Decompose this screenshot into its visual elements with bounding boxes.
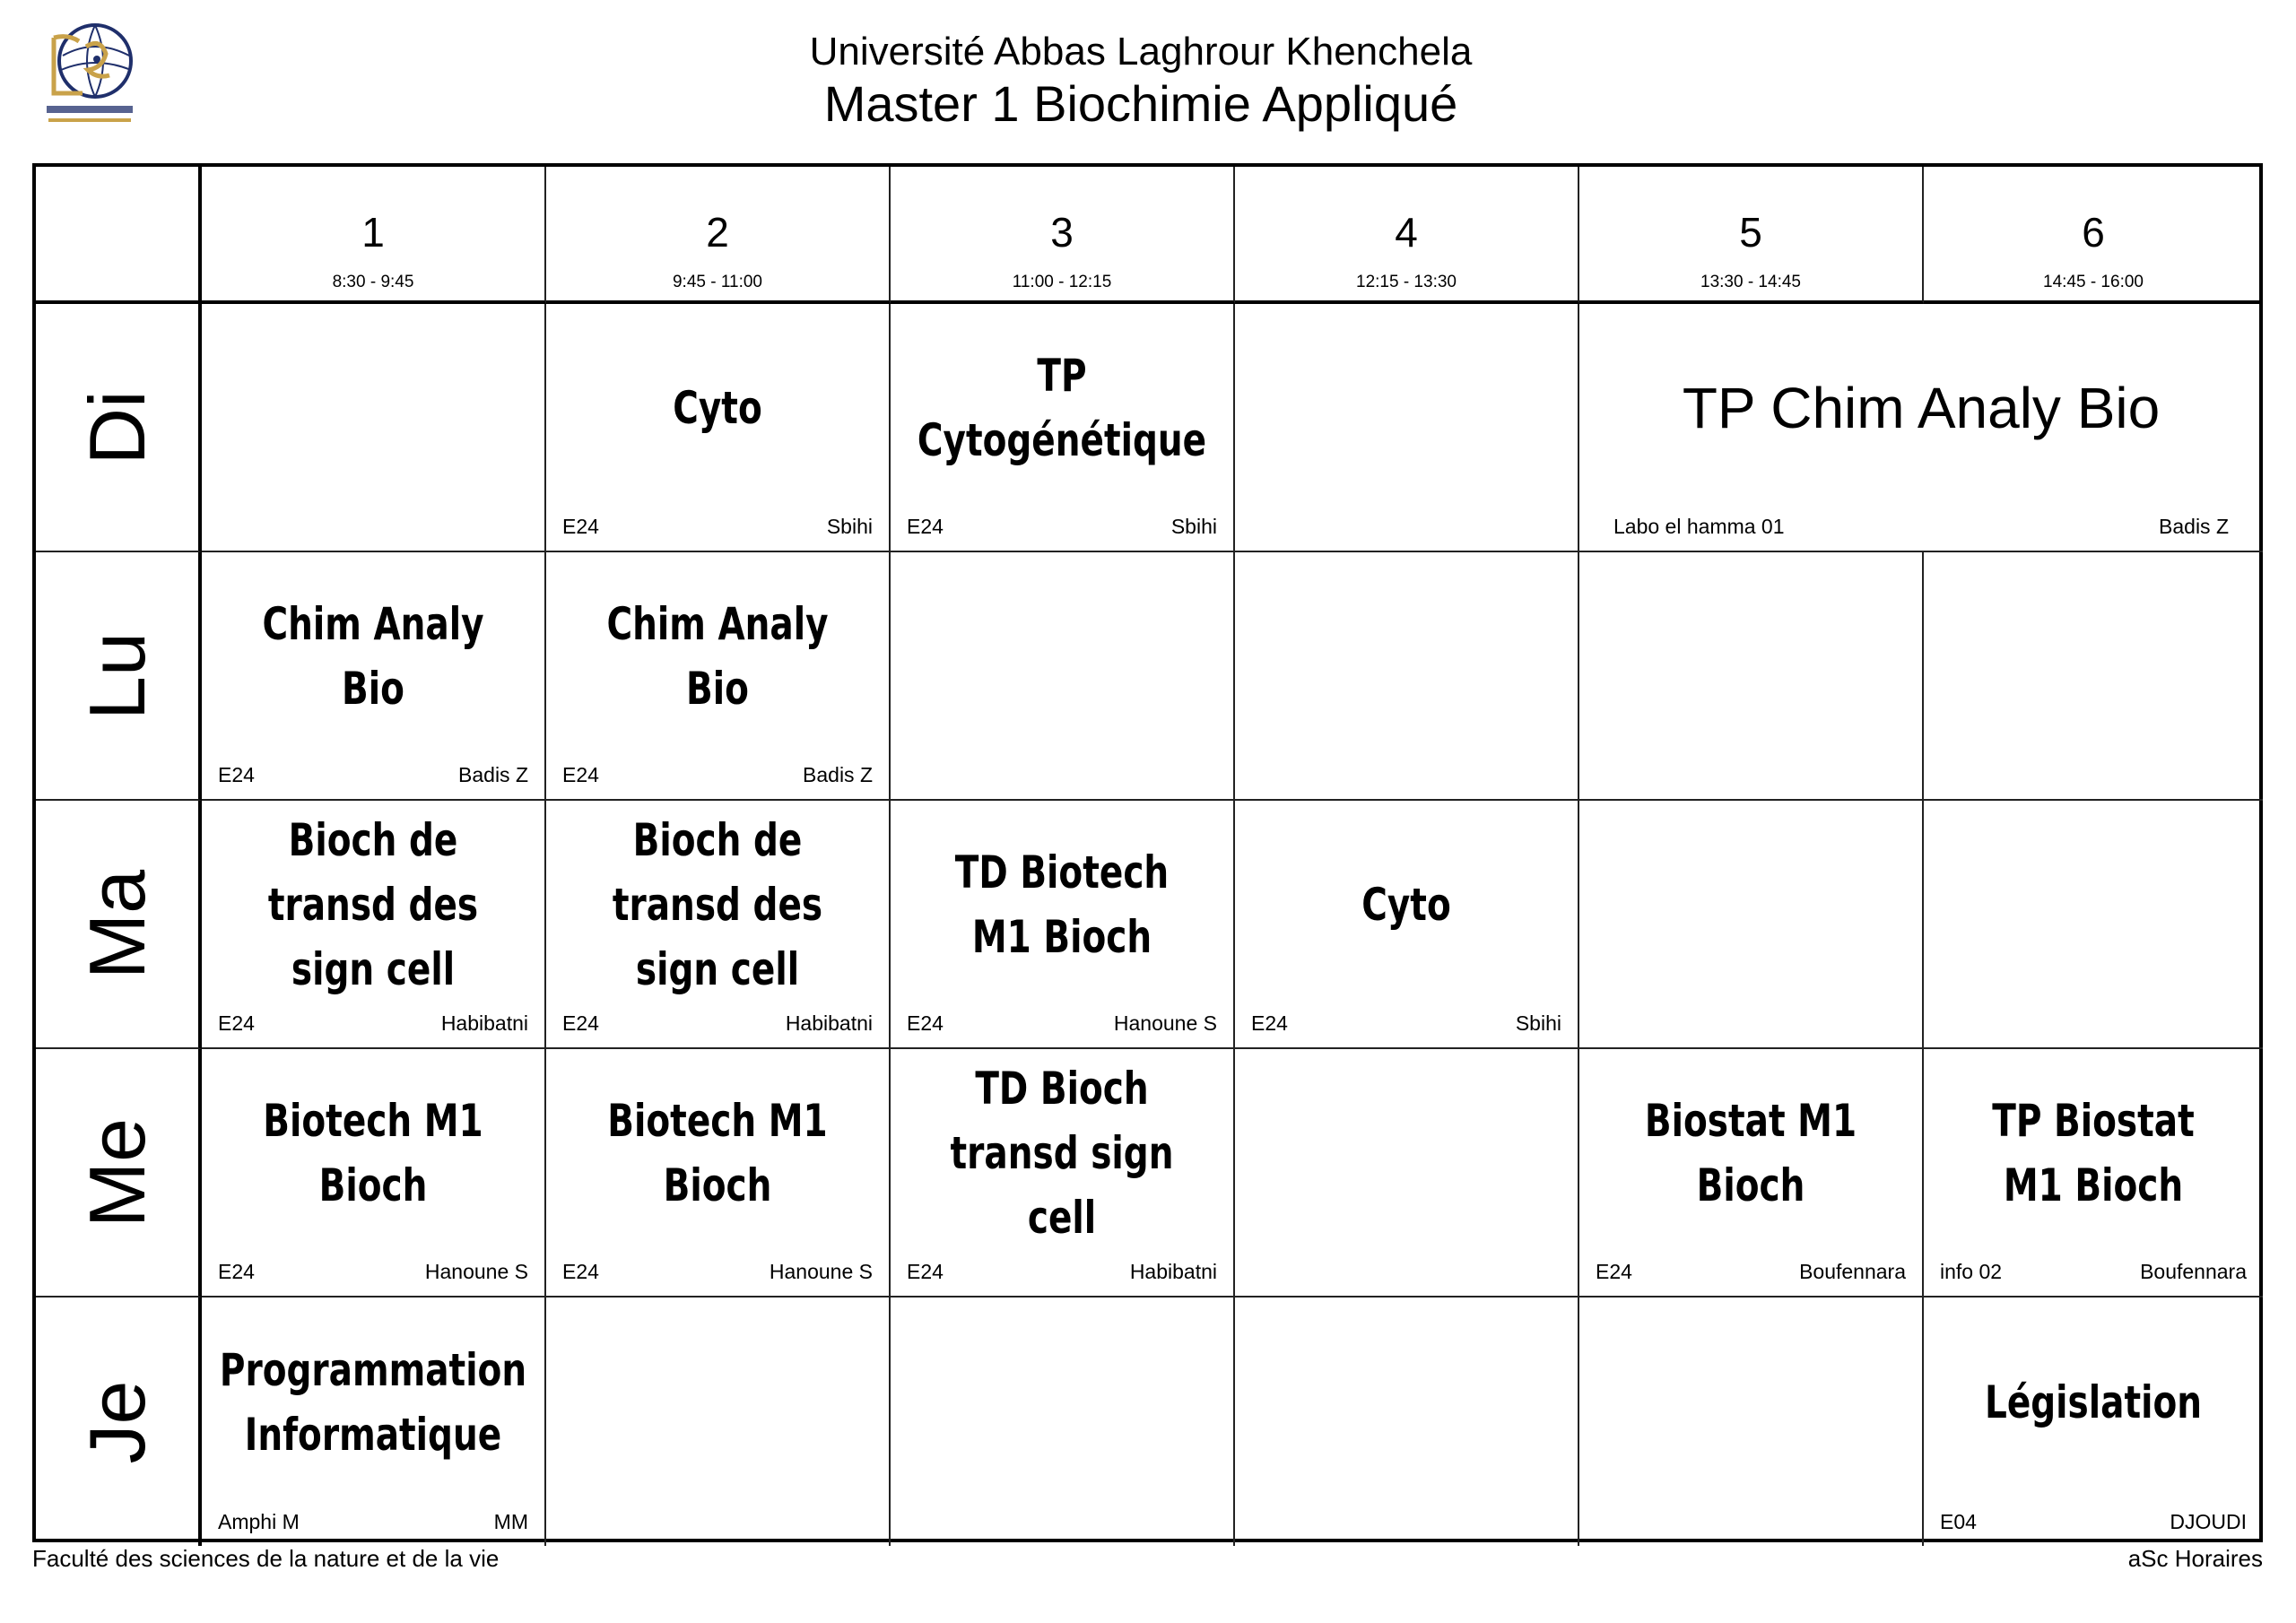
corner-cell	[36, 167, 202, 304]
session-room: info 02	[1940, 1260, 2003, 1283]
period-time: 9:45 - 11:00	[672, 273, 762, 291]
period-time: 8:30 - 9:45	[332, 273, 414, 291]
period-header-5	[1579, 167, 1924, 304]
session-teacher: Habibatni	[785, 1011, 873, 1035]
session-teacher: Hanoune S	[424, 1260, 528, 1283]
session-subject: TP Biostat M1 Bioch	[1992, 1094, 2195, 1211]
session-room: E24	[907, 515, 944, 538]
period-number: 3	[1050, 209, 1074, 256]
slot-di-1-empty[interactable]	[202, 304, 546, 552]
slot-je-2-empty[interactable]	[546, 1298, 891, 1546]
session-room: E24	[218, 1260, 255, 1283]
session-me-1[interactable]	[202, 1049, 546, 1298]
session-ma-3[interactable]	[891, 801, 1235, 1049]
session-teacher: Boufennara	[1799, 1260, 1906, 1283]
day-text: Me	[72, 1117, 161, 1228]
session-di-2[interactable]	[546, 304, 891, 552]
session-subject: Biotech M1 Bioch	[607, 1094, 828, 1211]
slot-lu-6-empty[interactable]	[1924, 552, 2263, 801]
session-subject: Biotech M1 Bioch	[263, 1094, 483, 1211]
day-text: Lu	[72, 631, 161, 720]
logo-globe-icon	[36, 20, 142, 135]
session-me-3[interactable]	[891, 1049, 1235, 1298]
session-room: Amphi M	[218, 1510, 300, 1533]
slot-di-4-empty[interactable]	[1235, 304, 1579, 552]
session-di-5-6[interactable]	[1579, 304, 2263, 552]
session-lu-1[interactable]	[202, 552, 546, 801]
session-ma-2[interactable]	[546, 801, 891, 1049]
day-label-di	[36, 304, 202, 552]
session-teacher: Habibatni	[440, 1011, 528, 1035]
university-logo	[36, 20, 142, 135]
session-room: E24	[218, 1011, 255, 1035]
session-teacher: Sbihi	[1170, 515, 1217, 538]
session-room: E24	[1251, 1011, 1288, 1035]
session-teacher: Hanoune S	[1113, 1011, 1217, 1035]
session-teacher: Habibatni	[1129, 1260, 1217, 1283]
session-subject: TP Chim Analy Bio	[1682, 375, 2161, 440]
period-number: 4	[1395, 209, 1418, 256]
day-label-ma	[36, 801, 202, 1049]
day-label-lu	[36, 552, 202, 801]
faculty-footer: Faculté des sciences de la nature et de la vie	[32, 1545, 500, 1572]
day-text: Di	[72, 389, 161, 465]
session-teacher: Sbihi	[1515, 1011, 1561, 1035]
session-room: Labo el hamma 01	[1613, 515, 1785, 538]
session-room: E24	[562, 763, 599, 786]
period-number: 5	[1739, 209, 1762, 256]
session-room: E04	[1940, 1510, 1977, 1533]
session-room: E24	[907, 1260, 944, 1283]
institution-title: Université Abbas Laghrour Khenchela	[809, 30, 1473, 74]
session-subject: Chim Analy Bio	[606, 597, 829, 715]
day-text: Je	[72, 1380, 161, 1463]
slot-lu-5-empty[interactable]	[1579, 552, 1924, 801]
session-ma-4[interactable]	[1235, 801, 1579, 1049]
period-time: 14:45 - 16:00	[2043, 273, 2144, 291]
day-text: Ma	[72, 869, 161, 979]
session-subject: Cyto	[673, 381, 762, 434]
period-header-3	[891, 167, 1235, 304]
session-teacher: MM	[493, 1510, 528, 1533]
session-subject: Cyto	[1361, 878, 1451, 931]
period-time: 13:30 - 14:45	[1700, 273, 1801, 291]
session-ma-1[interactable]	[202, 801, 546, 1049]
session-room: E24	[562, 1011, 599, 1035]
slot-lu-3-empty[interactable]	[891, 552, 1235, 801]
day-label-je	[36, 1298, 202, 1546]
session-je-1[interactable]	[202, 1298, 546, 1546]
session-room: E24	[907, 1011, 944, 1035]
session-teacher: DJOUDI	[2170, 1510, 2247, 1533]
slot-je-4-empty[interactable]	[1235, 1298, 1579, 1546]
period-number: 2	[706, 209, 729, 256]
session-teacher: Hanoune S	[769, 1260, 873, 1283]
session-teacher: Badis Z	[2159, 515, 2229, 538]
period-header-6	[1924, 167, 2263, 304]
period-time: 11:00 - 12:15	[1012, 273, 1112, 291]
slot-me-4-empty[interactable]	[1235, 1049, 1579, 1298]
slot-ma-6-empty[interactable]	[1924, 801, 2263, 1049]
session-subject: Programmation Informatique	[219, 1343, 527, 1461]
session-di-3[interactable]	[891, 304, 1235, 552]
day-label-me	[36, 1049, 202, 1298]
session-subject: TD Biotech M1 Bioch	[954, 846, 1170, 963]
session-subject: TD Bioch transd sign cell	[950, 1062, 1174, 1244]
session-subject: TP Cytogénétique	[917, 349, 1207, 466]
session-subject: Bioch de transd des sign cell	[267, 813, 479, 995]
period-number: 1	[361, 209, 385, 256]
session-me-6[interactable]	[1924, 1049, 2263, 1298]
session-subject: Législation	[1984, 1376, 2203, 1428]
session-me-5[interactable]	[1579, 1049, 1924, 1298]
session-room: E24	[218, 763, 255, 786]
session-room: E24	[1596, 1260, 1632, 1283]
slot-je-5-empty[interactable]	[1579, 1298, 1924, 1546]
timetable-grid	[32, 163, 2263, 1542]
session-room: E24	[562, 1260, 599, 1283]
program-title: Master 1 Biochimie Appliqué	[823, 75, 1458, 132]
slot-lu-4-empty[interactable]	[1235, 552, 1579, 801]
session-teacher: Boufennara	[2140, 1260, 2247, 1283]
period-number: 6	[2082, 209, 2105, 256]
session-me-2[interactable]	[546, 1049, 891, 1298]
session-lu-2[interactable]	[546, 552, 891, 801]
session-je-6[interactable]	[1924, 1298, 2263, 1546]
period-header-1	[202, 167, 546, 304]
session-teacher: Badis Z	[803, 763, 873, 786]
slot-je-3-empty[interactable]	[891, 1298, 1235, 1546]
session-room: E24	[562, 515, 599, 538]
session-teacher: Badis Z	[458, 763, 528, 786]
period-header-2	[546, 167, 891, 304]
slot-ma-5-empty[interactable]	[1579, 801, 1924, 1049]
session-subject: Bioch de transd des sign cell	[612, 813, 823, 995]
generator-footer: aSc Horaires	[2127, 1545, 2263, 1572]
period-time: 12:15 - 13:30	[1356, 273, 1457, 291]
session-subject: Biostat M1 Bioch	[1644, 1094, 1857, 1211]
session-subject: Chim Analy Bio	[262, 597, 484, 715]
session-teacher: Sbihi	[826, 515, 873, 538]
period-header-4	[1235, 167, 1579, 304]
